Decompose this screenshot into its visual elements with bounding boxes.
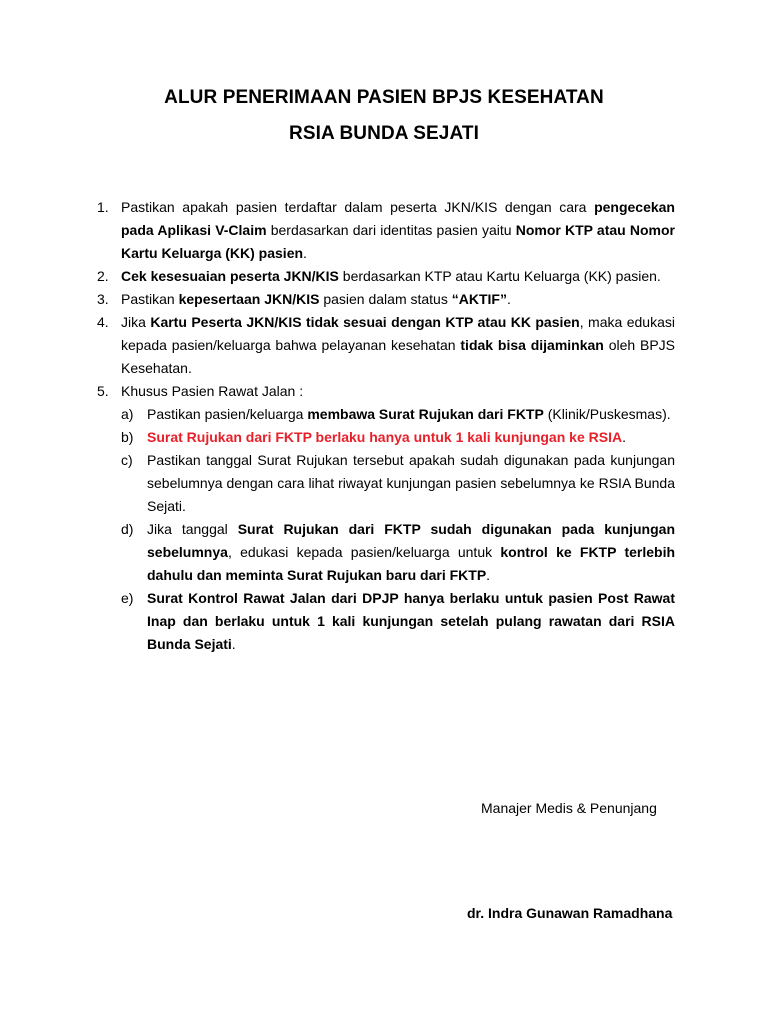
sub-item (121, 426, 675, 449)
sub-item (121, 518, 675, 587)
bold-text: membawa Surat Rujukan dari FKTP (307, 406, 544, 422)
item-text (121, 291, 511, 307)
bold-text: Kartu Peserta JKN/KIS tidak sesuai dengan KTP atau KK pasien (150, 314, 580, 330)
bold-text: Cek kesesuaian peserta JKN/KIS (121, 268, 339, 284)
text-segment: . (486, 567, 491, 583)
signature-name: dr. Indra Gunawan Ramadhana (467, 905, 673, 921)
sub-item (121, 449, 675, 518)
text-segment: berdasarkan KTP atau Kartu Keluarga (KK) pasien. (338, 268, 661, 284)
text-segment: . (506, 291, 511, 307)
procedure-list-container (97, 196, 675, 656)
sub-item-letter: d) (121, 521, 134, 537)
bold-text: Nomor KTP atau Nomor Kartu Keluarga (KK) pasien (121, 222, 675, 261)
item-number: 2. (97, 268, 109, 284)
text-segment: oleh BPJS Kesehatan. (121, 337, 676, 376)
bold-text: “AKTIF” (451, 291, 507, 307)
sub-item-text (147, 429, 626, 445)
bold-text: kepesertaan JKN/KIS (178, 291, 320, 307)
item-number: 3. (97, 291, 109, 307)
item-text (121, 199, 675, 261)
bold-text: tidak bisa dijaminkan (460, 337, 604, 353)
text-segment: , maka edukasi kepada pasien/keluarga bahwa pelayanan kesehatan (121, 314, 675, 353)
item-text (121, 314, 675, 376)
text-segment: Jika tanggal (147, 521, 238, 537)
document-subtitle: RSIA BUNDA SEJATI (289, 123, 479, 144)
text-segment: Pastikan (121, 291, 179, 307)
sub-item (121, 403, 675, 426)
item-text (121, 268, 661, 284)
text-segment: Pastikan apakah pasien terdaftar dalam peserta JKN/KIS dengan cara (121, 199, 595, 215)
sub-item-letter: a) (121, 406, 134, 422)
signature-role: Manajer Medis & Penunjang (481, 800, 657, 816)
procedure-item (97, 288, 675, 311)
text-segment: pasien dalam status (319, 291, 452, 307)
procedure-item (97, 380, 675, 656)
item-text (121, 383, 303, 399)
text-segment: , edukasi kepada pasien/keluarga untuk (227, 544, 501, 560)
procedure-item (97, 265, 675, 288)
bold-text: Surat Kontrol Rawat Jalan dari DPJP hanya berlaku untuk pasien Post Rawat Inap dan berlaku untuk 1 kali kunjungan setelah pulang rawatan dari RSIA Bunda Sejati (147, 590, 675, 652)
sub-item-text (147, 590, 675, 652)
bold-text: pengecekan pada Aplikasi V-Claim (121, 199, 675, 238)
sub-item-letter: e) (121, 590, 134, 606)
document-title: ALUR PENERIMAAN PASIEN BPJS KESEHATAN (164, 87, 604, 108)
sub-item-letter: b) (121, 429, 134, 445)
procedure-list (97, 196, 675, 656)
bold-text: Surat Rujukan dari FKTP sudah digunakan pada kunjungan sebelumnya (147, 521, 675, 560)
text-segment: . (622, 429, 626, 445)
bold-text: kontrol ke FKTP terlebih dahulu dan meminta Surat Rujukan baru dari FKTP (147, 544, 676, 583)
text-segment: . (303, 245, 307, 261)
item-number: 5. (97, 383, 109, 399)
procedure-item (97, 196, 675, 265)
sub-item-letter: c) (121, 452, 133, 468)
text-segment: berdasarkan dari identitas pasien yaitu (266, 222, 516, 238)
text-segment: Jika (121, 314, 151, 330)
procedure-item (97, 311, 675, 380)
sub-item-text (147, 521, 675, 583)
highlighted-text: Surat Rujukan dari FKTP berlaku hanya untuk 1 kali kunjungan ke RSIA (147, 429, 623, 445)
text-segment: Pastikan tanggal Surat Rujukan tersebut apakah sudah digunakan pada kunjungan sebelumnya dengan cara lihat riwayat kunjungan pasien sebelumnya ke RSIA Bunda Sejati. (147, 452, 675, 514)
text-segment: (Klinik/Puskesmas). (543, 406, 671, 422)
text-segment: Khusus Pasien Rawat Jalan : (121, 383, 304, 399)
item-number: 1. (97, 199, 109, 215)
sub-list (121, 403, 675, 656)
sub-item-text (147, 406, 671, 422)
item-number: 4. (97, 314, 109, 330)
text-segment: Pastikan pasien/keluarga (147, 406, 308, 422)
sub-item (121, 587, 675, 656)
text-segment: . (231, 636, 236, 652)
sub-item-text (147, 452, 675, 514)
